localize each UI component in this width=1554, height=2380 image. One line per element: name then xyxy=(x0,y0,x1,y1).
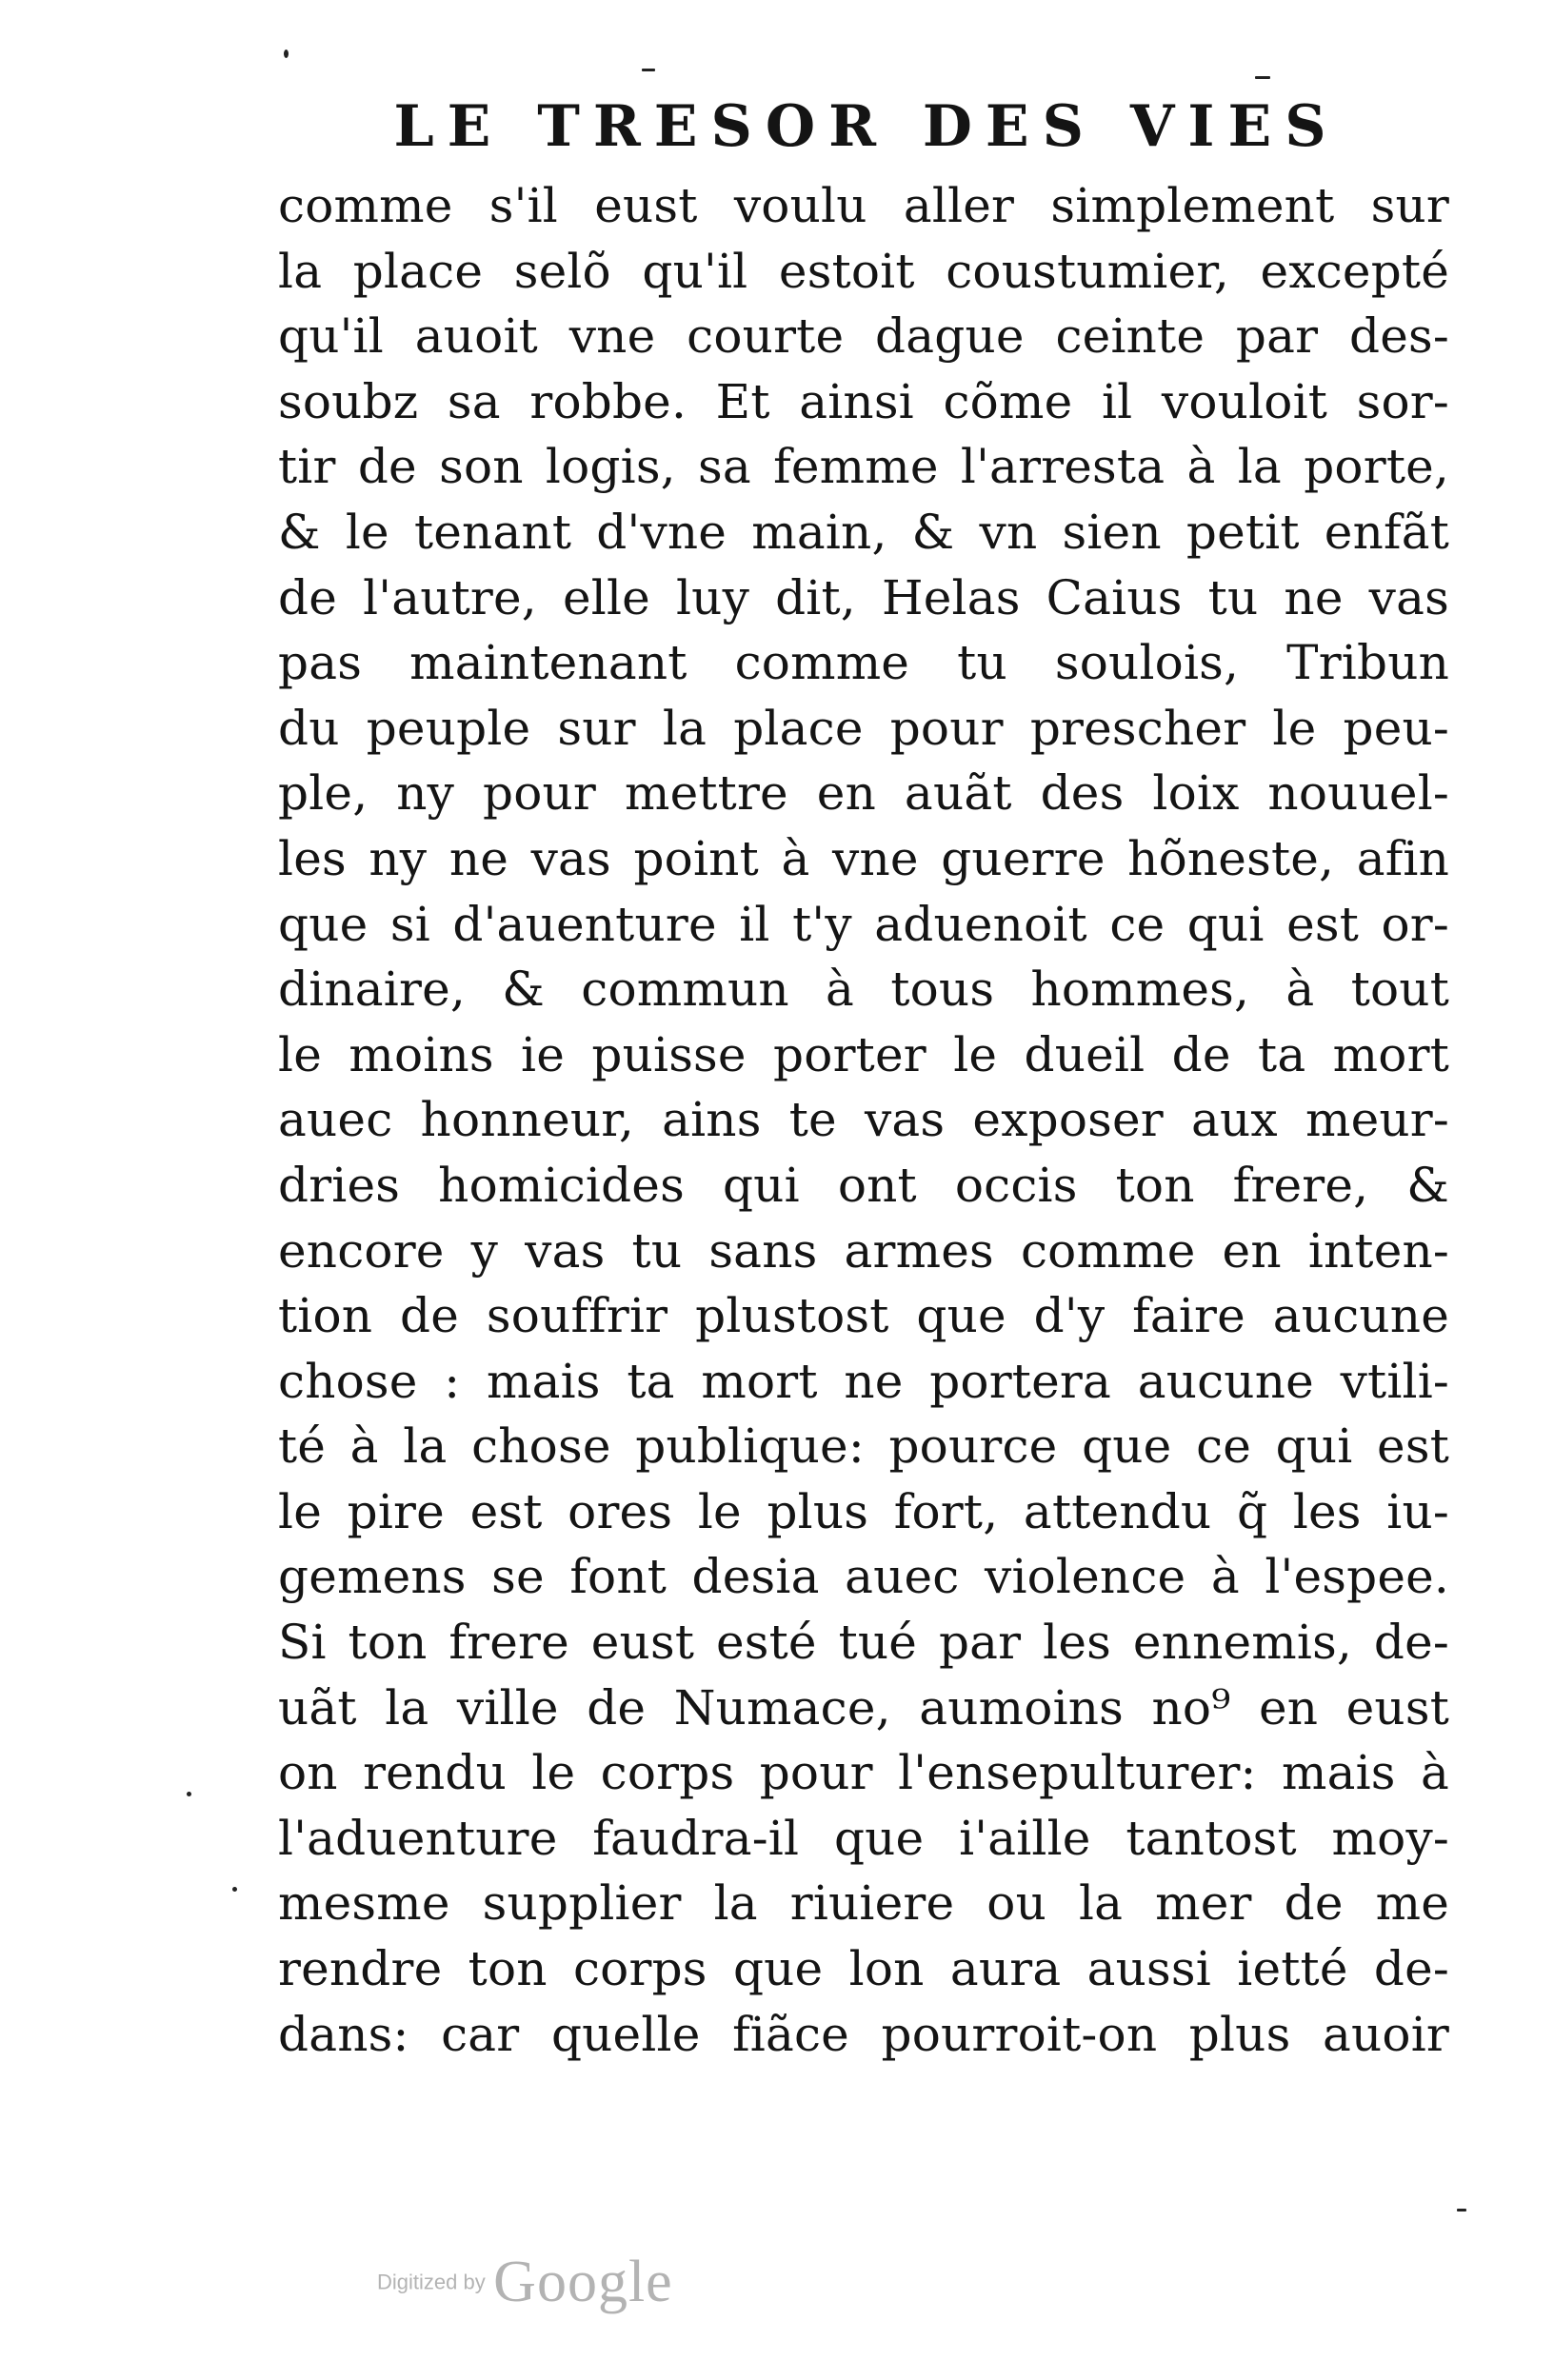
text-line: du peuple sur la place pour prescher le peu- xyxy=(278,700,1449,756)
text-line: on rendu le corps pour l'ensepulturer: mais à xyxy=(278,1745,1449,1801)
print-speck xyxy=(232,1887,237,1892)
text-line: dinaire, & commun à tous hommes, à tout xyxy=(278,962,1449,1018)
text-line: mesme supplier la riuiere ou la mer de me xyxy=(278,1875,1449,1932)
print-speck xyxy=(284,50,289,58)
text-line: uãt la ville de Numace, aumoins no⁹ en eust xyxy=(278,1679,1449,1735)
text-line: la place selõ qu'il estoit coustumier, excepté xyxy=(278,243,1449,299)
text-line: té à la chose publique: pource que ce qui est xyxy=(278,1418,1449,1475)
print-speck xyxy=(187,1792,191,1796)
text-line: encore y vas tu sans armes comme en inten- xyxy=(278,1222,1449,1279)
text-line: le moins ie puisse porter le dueil de ta mort xyxy=(278,1026,1449,1082)
print-speck xyxy=(1457,2209,1466,2211)
text-line: pas maintenant comme tu soulois, Tribun xyxy=(278,635,1449,691)
text-line: tir de son logis, sa femme l'arresta à la porte, xyxy=(278,439,1449,495)
text-line: dans: car quelle fiãce pourroit-on plus auoir xyxy=(278,2006,1449,2062)
text-line: que si d'auenture il t'y aduenoit ce qui est or- xyxy=(278,896,1449,952)
text-line: qu'il auoit vne courte dague ceinte par des- xyxy=(278,308,1449,365)
text-line: gemens se font desia auec violence à l'espee. xyxy=(278,1549,1449,1605)
text-line: l'aduenture faudra-il que i'aille tantost moy- xyxy=(278,1810,1449,1866)
text-line: les ny ne vas point à vne guerre hõneste, afin xyxy=(278,830,1449,886)
text-line: dries homicides qui ont occis ton frere, & xyxy=(278,1157,1449,1213)
digitized-by-text: Digitized by xyxy=(377,2270,486,2294)
text-line: ple, ny pour mettre en auãt des loix nouuel- xyxy=(278,765,1449,822)
text-line: le pire est ores le plus fort, attendu q̃ les iu- xyxy=(278,1483,1449,1539)
text-block xyxy=(278,173,1449,2067)
digitized-by-watermark xyxy=(377,2249,673,2316)
text-line: rendre ton corps que lon aura aussi ietté de- xyxy=(278,1941,1449,1997)
text-line: de l'autre, elle luy dit, Helas Caius tu ne vas xyxy=(278,569,1449,625)
google-logo: Google xyxy=(493,2250,673,2314)
running-head: LE TRESOR DES VIES xyxy=(393,93,1340,160)
print-speck xyxy=(1255,76,1270,79)
text-line: comme s'il eust voulu aller simplement sur xyxy=(278,178,1449,233)
text-line: tion de souffrir plustost que d'y faire aucune xyxy=(278,1288,1449,1344)
text-line: & le tenant d'vne main, & vn sien petit enfãt xyxy=(278,504,1449,560)
text-line: auec honneur, ains te vas exposer aux meur- xyxy=(278,1092,1449,1148)
text-line: Si ton frere eust esté tué par les ennemis, de- xyxy=(278,1615,1449,1671)
text-line: soubz sa robbe. Et ainsi cõme il vouloit sor- xyxy=(278,373,1449,429)
print-speck xyxy=(642,69,655,71)
text-line: chose : mais ta mort ne portera aucune vtili- xyxy=(278,1353,1449,1409)
